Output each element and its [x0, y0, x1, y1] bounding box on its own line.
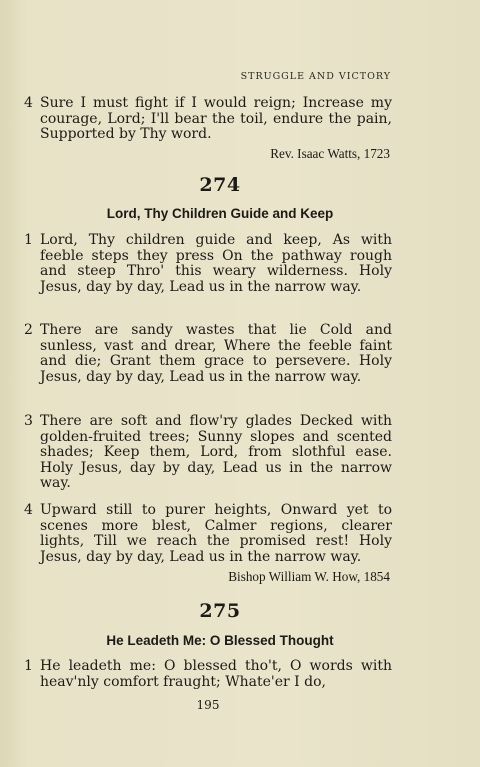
stanza-number: 4	[24, 502, 33, 518]
hymn-title: Lord, Thy Children Guide and Keep	[106, 206, 334, 221]
stanza-number: 1	[24, 658, 33, 674]
stanza-text: He leadeth me: O blessed tho't, O words with heav'nly comfort fraught; Whate'er I do,	[40, 658, 392, 690]
author-attribution: Bishop William W. How, 1854	[228, 569, 390, 584]
stanza-number: 4	[24, 95, 33, 111]
hymn-title: He Leadeth Me: O Blessed Thought	[106, 633, 334, 648]
stanza	[24, 414, 392, 492]
stanza-number: 1	[24, 232, 33, 248]
stanza-number: 2	[24, 322, 33, 338]
stanza	[24, 503, 392, 565]
hymn-number: 274	[199, 174, 241, 196]
stanza	[24, 233, 392, 295]
stanza-text: There are sandy wastes that lie Cold and sunless, vast and drear, Where the feeble faint and die; Grant them grace to persevere. Holy Jesus, day by day, Lead us in the narrow way.	[40, 322, 392, 385]
stanza-number: 3	[24, 413, 33, 429]
stanza	[24, 323, 392, 385]
stanza	[24, 659, 392, 690]
stanza-text: Upward still to purer heights, Onward yet to scenes more blest, Calmer regions, clearer lights, Till we reach the promised rest! Holy Jesus, day by day, Lead us in the narrow way.	[40, 502, 392, 565]
stanza-text: Lord, Thy children guide and keep, As with feeble steps they press On the pathway rough and steep Thro' this weary wilderness. Holy Jesus, day by day, Lead us in the narrow way.	[40, 232, 392, 295]
page-number: 195	[196, 698, 220, 712]
hymn-number: 275	[199, 600, 241, 622]
running-head: STRUGGLE AND VICTORY	[240, 71, 391, 82]
stanza-text: There are soft and flow'ry glades Decked with golden-fruited trees; Sunny slopes and scented shades; Keep them, Lord, from slothful ease. Holy Jesus, day by day, Lead us in the narrow way.	[40, 413, 392, 491]
stanza	[24, 96, 392, 143]
author-attribution: Rev. Isaac Watts, 1723	[270, 146, 390, 161]
stanza-text: Sure I must fight if I would reign; Increase my courage, Lord; I'll bear the toil, endure the pain, Supported by Thy word.	[40, 95, 392, 142]
